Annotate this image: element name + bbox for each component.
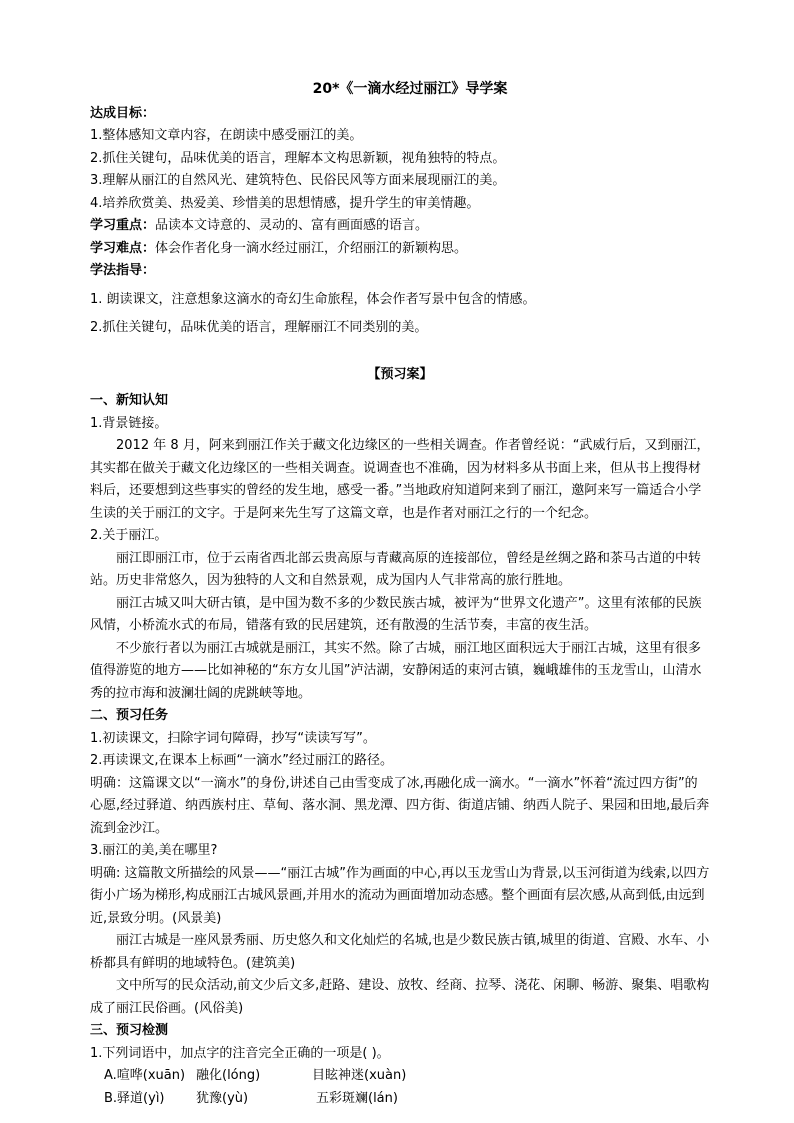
- goal-item: 3.理解从丽江的自然风光、建筑特色、民俗民风等方面来展现丽江的美。: [90, 173, 506, 188]
- part1-heading: 一、新知认知: [90, 393, 169, 408]
- option-a-word-3: 目眩神迷(xuàn): [312, 1068, 407, 1083]
- goal-item: 1.整体感知文章内容，在朗读中感受丽江的美。: [90, 128, 363, 143]
- focus-line: [90, 215, 710, 238]
- answer-text: 明确: 这篇散文所描绘的风景——“丽江古城”作为画面的中心,再以玉龙雪山为背景,以玉河街道为线索,以四方街小广场为梯形,构成丽江古城风景画,并用水的流动为画面增加动态感。整个画面有层次感,从高到低,由远到近,景致分明。(风景美): [90, 865, 710, 926]
- task-item: 1.初读课文，扫除字词句障碍，抄写“读读写写”。: [90, 730, 376, 746]
- answer-paragraph: 丽江古城是一座风景秀丽、历史悠久和文化灿烂的名城,也是少数民族古镇,城里的街道、宫殿、水车、小桥都具有鲜明的地域特色。(建筑美): [90, 933, 710, 971]
- option-a: [90, 1065, 710, 1088]
- difficulty-line: [90, 238, 710, 261]
- question-1: 1.下列词语中，加点字的注音完全正确的一项是( )。: [90, 1045, 390, 1061]
- method-label: 学法指导：: [90, 263, 156, 278]
- part3-heading: 三、预习检测: [90, 1023, 169, 1038]
- answer-text: 明确：这篇课文以“一滴水”的身份,讲述自己由雪变成了冰,再融化成一滴水。“一滴水”怀着“流过四方街”的心愿,经过驿道、纳西族村庄、草甸、落水洞、黑龙潭、四方街、街道店铺、纳西人院子、果园和田地,最后奔流到金沙江。: [90, 775, 710, 836]
- about-paragraph: 不少旅行者以为丽江古城就是丽江，其实不然。除了古城，丽江地区面积远大于丽江古城，这里有很多值得游览的地方——比如神秘的“东方女儿国”泸沽湖，安静闲适的束河古镇，巍峨雄伟的玉龙雪山，山清水秀的拉市海和波澜壮阔的虎跳峡等地。: [90, 640, 702, 701]
- focus-label: 学习重点：: [90, 218, 156, 233]
- method-item: 1. 朗读课文，注意想象这滴水的奇幻生命旅程，体会作者写景中包含的情感。: [90, 291, 536, 307]
- answer-paragraph: 文中所写的民众活动,前文少后文多,赶路、建设、放牧、经商、拉琴、浇花、闲聊、畅游、聚集、唱歌构成了丽江民俗画。(风俗美): [90, 978, 710, 1016]
- part2-heading: 二、预习任务: [90, 708, 169, 723]
- option-a-word-2: 融化(lóng): [196, 1068, 261, 1083]
- task-item: 2.再读课文,在课本上标画“一滴水”经过丽江的路径。: [90, 753, 394, 768]
- document-page: [90, 78, 710, 1110]
- doc-title: 20*《一滴水经过丽江》导学案: [312, 81, 508, 97]
- preview-heading: 【预习案】: [367, 366, 433, 382]
- goal-item: 2.抓住关键句，品味优美的语言，理解本文构思新颖，视角独特的特点。: [90, 150, 506, 166]
- goal-item: 4.培养欣赏美、热爱美、珍惜美的思想情感，提升学生的审美情趣。: [90, 195, 480, 211]
- difficulty-label: 学习难点：: [90, 240, 156, 256]
- option-b: [90, 1088, 710, 1111]
- about-paragraph: 丽江古城又叫大研古镇，是中国为数不多的少数民族古城，被评为“世界文化遗产”。这里有浓郁的民族风情，小桥流水式的布局，错落有致的民居建筑，还有散漫的生活节奏，丰富的夜生活。: [90, 595, 702, 633]
- goals-label: 达成目标：: [90, 105, 156, 121]
- option-b-word-2: 犹豫(yù): [196, 1090, 249, 1106]
- about-label: 2.关于丽江。: [90, 528, 168, 543]
- option-b-word-1: B.驿道(yì): [104, 1090, 165, 1106]
- focus-text: 品读本文诗意的、灵动的、富有画面感的语言。: [155, 218, 429, 233]
- difficulty-text: 体会作者化身一滴水经过丽江，介绍丽江的新颖构思。: [155, 240, 468, 256]
- option-a-word-1: A.喧哗(xuān): [104, 1068, 186, 1083]
- background-text: 2012 年 8 月，阿来到丽江作关于藏文化边缘区的一些相关调查。作者曾经说：“武威行后，又到丽江，其实都在做关于藏文化边缘区的一些相关调查。说调查也不准确，因为材料多从书面上来，但从书上搜得材料后，还要想到这些事实的曾经的发生地，感受一番。”当地政府知道阿来到了丽江，邀阿来写一篇适合小学生读的关于丽江的文字。于是阿来先生写了这篇文章，也是作者对丽江之行的一个纪念。: [90, 438, 710, 521]
- option-b-word-3: 五彩斑斓(lán): [316, 1090, 398, 1106]
- background-label: 1.背景链接。: [90, 415, 168, 431]
- about-paragraph: 丽江即丽江市，位于云南省西北部云贵高原与青藏高原的连接部位，曾经是丝绸之路和茶马古道的中转站。历史非常悠久，因为独特的人文和自然景观，成为国内人气非常高的旅行胜地。: [90, 550, 702, 588]
- method-item: 2.抓住关键句，品味优美的语言，理解丽江不同类别的美。: [90, 320, 428, 335]
- task-item: 3.丽江的美,美在哪里?: [90, 843, 218, 858]
